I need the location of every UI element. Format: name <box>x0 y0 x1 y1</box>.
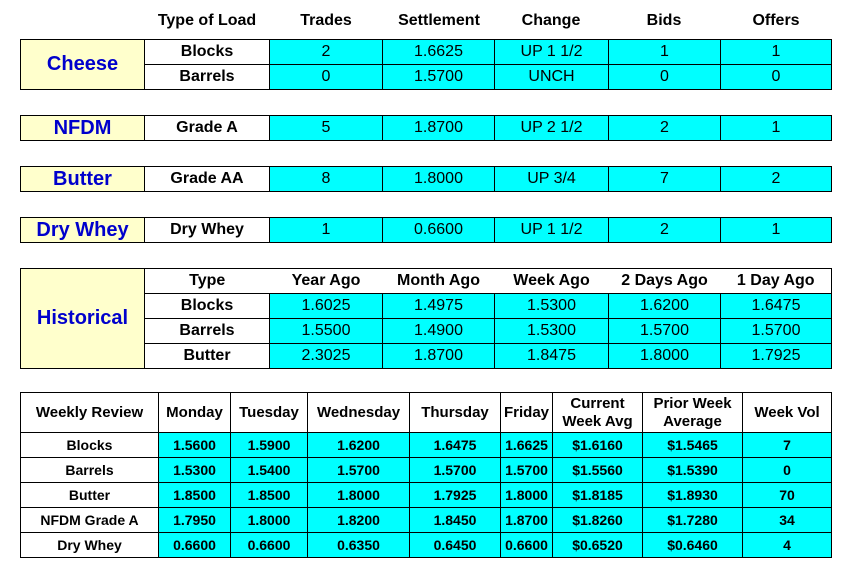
butter-type: Grade AA <box>145 167 270 192</box>
header-trades: Trades <box>300 12 352 29</box>
weekly-barrels-tuesday: 1.5400 <box>231 458 308 483</box>
nfdm-type: Grade A <box>145 116 270 141</box>
weekly-header-prior-week-average: Prior Week Average <box>643 393 743 433</box>
cheese-barrels-change: UNCH <box>495 65 609 90</box>
cheese-barrels-settlement: 1.5700 <box>383 65 495 90</box>
weekly-blocks-thursday: 1.6475 <box>410 433 501 458</box>
historical-header-year-ago: Year Ago <box>270 269 383 294</box>
cheese-barrels-type: Barrels <box>145 65 270 90</box>
weekly-barrels-prior-avg: $1.5390 <box>643 458 743 483</box>
historical-header-month-ago: Month Ago <box>383 269 495 294</box>
weekly-nfdm-week-vol: 34 <box>743 508 832 533</box>
nfdm-label: NFDM <box>21 116 145 141</box>
weekly-dry-whey-wednesday: 0.6350 <box>308 533 410 558</box>
weekly-blocks-week-vol: 7 <box>743 433 832 458</box>
dry-whey-table <box>20 217 832 243</box>
historical-blocks-1-day-ago: 1.6475 <box>721 294 832 319</box>
weekly-blocks-label: Blocks <box>21 433 159 458</box>
weekly-row-nfdm-grade-a <box>21 508 832 533</box>
historical-barrels-type: Barrels <box>145 319 270 344</box>
dry-whey-label: Dry Whey <box>21 218 145 243</box>
cheese-blocks-bids: 1 <box>609 40 721 65</box>
dry-whey-offers: 1 <box>721 218 832 243</box>
historical-barrels-week-ago: 1.5300 <box>495 319 609 344</box>
weekly-header-label: Weekly Review <box>21 393 159 433</box>
historical-butter-month-ago: 1.8700 <box>383 344 495 369</box>
historical-barrels-2-days-ago: 1.5700 <box>609 319 721 344</box>
weekly-butter-monday: 1.8500 <box>159 483 231 508</box>
weekly-dry-whey-week-vol: 4 <box>743 533 832 558</box>
historical-blocks-year-ago: 1.6025 <box>270 294 383 319</box>
weekly-blocks-friday: 1.6625 <box>501 433 553 458</box>
weekly-nfdm-monday: 1.7950 <box>159 508 231 533</box>
weekly-barrels-week-vol: 0 <box>743 458 832 483</box>
header-type-of-load: Type of Load <box>157 12 257 29</box>
historical-header-2-days-ago: 2 Days Ago <box>609 269 721 294</box>
weekly-header-week-vol: Week Vol <box>743 393 832 433</box>
historical-butter-2-days-ago: 1.8000 <box>609 344 721 369</box>
weekly-header-current-week-avg: Current Week Avg <box>553 393 643 433</box>
historical-barrels-month-ago: 1.4900 <box>383 319 495 344</box>
historical-butter-1-day-ago: 1.7925 <box>721 344 832 369</box>
weekly-row-blocks <box>21 433 832 458</box>
historical-barrels-1-day-ago: 1.5700 <box>721 319 832 344</box>
weekly-barrels-label: Barrels <box>21 458 159 483</box>
weekly-dry-whey-thursday: 0.6450 <box>410 533 501 558</box>
weekly-dry-whey-prior-avg: $0.6460 <box>643 533 743 558</box>
historical-header-type: Type <box>145 269 270 294</box>
cheese-table <box>20 39 832 90</box>
dry-whey-change: UP 1 1/2 <box>495 218 609 243</box>
butter-settlement: 1.8000 <box>383 167 495 192</box>
dry-whey-trades: 1 <box>270 218 383 243</box>
weekly-butter-current-avg: $1.8185 <box>553 483 643 508</box>
nfdm-bids: 2 <box>609 116 721 141</box>
historical-blocks-type: Blocks <box>145 294 270 319</box>
cheese-blocks-type: Blocks <box>145 40 270 65</box>
butter-change: UP 3/4 <box>495 167 609 192</box>
weekly-dry-whey-monday: 0.6600 <box>159 533 231 558</box>
weekly-butter-tuesday: 1.8500 <box>231 483 308 508</box>
weekly-butter-wednesday: 1.8000 <box>308 483 410 508</box>
historical-header-1-day-ago: 1 Day Ago <box>721 269 832 294</box>
cheese-barrels-offers: 0 <box>721 65 832 90</box>
weekly-blocks-tuesday: 1.5900 <box>231 433 308 458</box>
header-bids: Bids <box>646 12 682 29</box>
nfdm-table <box>20 115 832 141</box>
cheese-blocks-settlement: 1.6625 <box>383 40 495 65</box>
weekly-barrels-thursday: 1.5700 <box>410 458 501 483</box>
historical-blocks-week-ago: 1.5300 <box>495 294 609 319</box>
nfdm-offers: 1 <box>721 116 832 141</box>
historical-barrels-year-ago: 1.5500 <box>270 319 383 344</box>
dry-whey-type: Dry Whey <box>145 218 270 243</box>
historical-label: Historical <box>21 269 145 369</box>
weekly-header-monday: Monday <box>159 393 231 433</box>
weekly-butter-week-vol: 70 <box>743 483 832 508</box>
weekly-nfdm-tuesday: 1.8000 <box>231 508 308 533</box>
historical-header-week-ago: Week Ago <box>495 269 609 294</box>
historical-butter-year-ago: 2.3025 <box>270 344 383 369</box>
weekly-blocks-wednesday: 1.6200 <box>308 433 410 458</box>
weekly-nfdm-wednesday: 1.8200 <box>308 508 410 533</box>
weekly-butter-friday: 1.8000 <box>501 483 553 508</box>
weekly-blocks-current-avg: $1.6160 <box>553 433 643 458</box>
weekly-dry-whey-label: Dry Whey <box>21 533 159 558</box>
butter-bids: 7 <box>609 167 721 192</box>
weekly-row-dry-whey <box>21 533 832 558</box>
weekly-blocks-prior-avg: $1.5465 <box>643 433 743 458</box>
header-settlement: Settlement <box>398 12 480 29</box>
weekly-butter-prior-avg: $1.8930 <box>643 483 743 508</box>
weekly-header-wednesday: Wednesday <box>308 393 410 433</box>
weekly-header-tuesday: Tuesday <box>231 393 308 433</box>
dry-whey-settlement: 0.6600 <box>383 218 495 243</box>
historical-blocks-month-ago: 1.4975 <box>383 294 495 319</box>
weekly-barrels-current-avg: $1.5560 <box>553 458 643 483</box>
cheese-barrels-trades: 0 <box>270 65 383 90</box>
weekly-blocks-monday: 1.5600 <box>159 433 231 458</box>
historical-butter-week-ago: 1.8475 <box>495 344 609 369</box>
weekly-header-thursday: Thursday <box>410 393 501 433</box>
dry-whey-bids: 2 <box>609 218 721 243</box>
butter-trades: 8 <box>270 167 383 192</box>
weekly-dry-whey-friday: 0.6600 <box>501 533 553 558</box>
butter-table <box>20 166 832 192</box>
cheese-barrels-bids: 0 <box>609 65 721 90</box>
weekly-row-barrels <box>21 458 832 483</box>
weekly-barrels-friday: 1.5700 <box>501 458 553 483</box>
weekly-row-butter <box>21 483 832 508</box>
weekly-nfdm-label: NFDM Grade A <box>21 508 159 533</box>
header-change: Change <box>521 12 581 29</box>
cheese-blocks-change: UP 1 1/2 <box>495 40 609 65</box>
weekly-butter-label: Butter <box>21 483 159 508</box>
cheese-blocks-trades: 2 <box>270 40 383 65</box>
nfdm-change: UP 2 1/2 <box>495 116 609 141</box>
cheese-blocks-offers: 1 <box>721 40 832 65</box>
weekly-nfdm-friday: 1.8700 <box>501 508 553 533</box>
historical-butter-type: Butter <box>145 344 270 369</box>
weekly-barrels-wednesday: 1.5700 <box>308 458 410 483</box>
cheese-label: Cheese <box>21 40 145 90</box>
weekly-review-table <box>20 392 832 558</box>
historical-table <box>20 268 832 369</box>
weekly-nfdm-thursday: 1.8450 <box>410 508 501 533</box>
weekly-butter-thursday: 1.7925 <box>410 483 501 508</box>
nfdm-settlement: 1.8700 <box>383 116 495 141</box>
butter-offers: 2 <box>721 167 832 192</box>
historical-blocks-2-days-ago: 1.6200 <box>609 294 721 319</box>
weekly-dry-whey-current-avg: $0.6520 <box>553 533 643 558</box>
weekly-dry-whey-tuesday: 0.6600 <box>231 533 308 558</box>
weekly-barrels-monday: 1.5300 <box>159 458 231 483</box>
butter-label: Butter <box>21 167 145 192</box>
nfdm-trades: 5 <box>270 116 383 141</box>
weekly-header-friday: Friday <box>501 393 553 433</box>
weekly-nfdm-current-avg: $1.8260 <box>553 508 643 533</box>
weekly-nfdm-prior-avg: $1.7280 <box>643 508 743 533</box>
header-offers: Offers <box>752 12 800 29</box>
